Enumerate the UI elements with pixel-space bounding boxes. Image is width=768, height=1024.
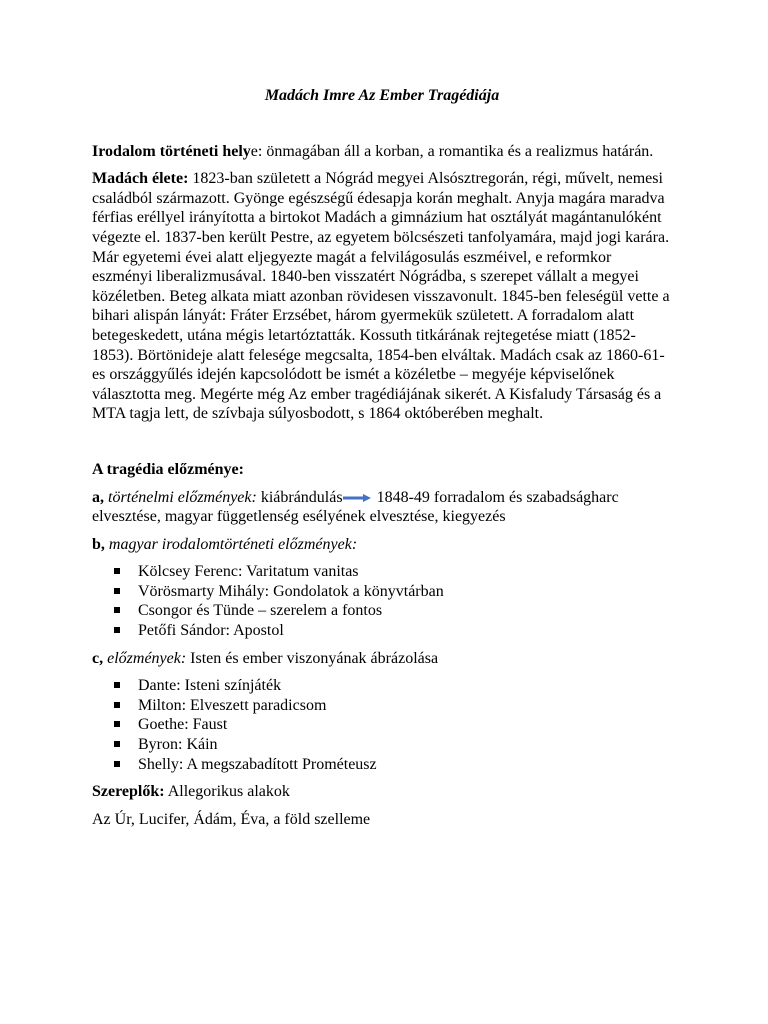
right-arrow-icon [343, 493, 371, 503]
list-item [92, 582, 672, 602]
list-b [92, 562, 672, 640]
list-c [92, 676, 672, 774]
list-item-text: Dante: Isteni színjáték [138, 677, 282, 695]
label-irodalom: Irodalom történeti hely [92, 142, 251, 160]
label-a: történelmi előzmények: [108, 488, 257, 506]
list-item [92, 621, 672, 641]
text-elete: 1823-ban született a Nógrád megyei Alsósztregorán, régi, művelt, nemesi családból származott. Gyönge egészségű édesapja korán meghalt. Anyja magára maradva férfias eréllyel irányította a birtokot Madách a gimnázium hat osztályát magántanulóként végezte el. 1837-ben került Pestre, az egyetem bölcsészeti tanfolyamára, majd jogi karára. Már egyetemi évei alatt eljegyezte magát a felvilágosulás eszméivel, e reformkor eszményi liberalizmusával. 1840-ben visszatért Nógrádba, s szerepet vállalt a megyei közéletben. Beteg alkata miatt azonban rövidesen visszavonult. 1845-ben feleségül vette a bihari alispán lányát: Fráter Erzsébet, három gyermekük született. A forradalom alatt betegeskedett, utána mégis letartóztatták. Kossuth titkárának rejtegetése miatt (1852-1853). Börtönideje alatt felesége megcsalta, 1854-ben elváltak. Madách csak az 1860-61-es országgyűlés idején kapcsolódott be ismét a közéletbe – megyéje képviselőnek választotta meg. Megérte még Az ember tragédiájának sikerét. A Kisfaludy Társaság és a MTA tagja lett, de szívbaja súlyosbodott, s 1864 októberében meghalt. [92, 170, 670, 423]
prefix-c: c, [92, 649, 104, 667]
bullet-icon [114, 627, 120, 633]
prefix-a: a, [92, 488, 104, 506]
list-item-text: Csongor és Tünde – szerelem a fontos [138, 602, 383, 620]
text-a-before: kiábrándulás [256, 488, 343, 506]
list-item-text: Byron: Káin [138, 736, 218, 754]
heading-elozmeny-text: A tragédia előzménye: [92, 460, 244, 478]
paragraph-a [92, 488, 672, 527]
paragraph-szereplok-list: Az Úr, Lucifer, Ádám, Éva, a föld szelleme [92, 810, 371, 828]
heading-elozmeny [92, 460, 672, 480]
text-irodalom: : önmagában áll a korban, a romantika és a realizmus határán. [257, 142, 654, 160]
list-item [92, 755, 672, 775]
list-item [92, 562, 672, 582]
list-item-text: Kölcsey Ferenc: Varitatum vanitas [138, 563, 359, 581]
label-irodalom-rest: e [250, 142, 258, 160]
text-szereplok: Allegorikus alakok [164, 783, 290, 801]
bullet-icon [114, 588, 120, 594]
text-a-after: 1848-49 forradalom és szabadságharc elvesztése, magyar függetlenség esélyének elvesztése, kiegyezés [92, 488, 619, 526]
bullet-icon [114, 761, 120, 767]
paragraph-szereplok [92, 782, 672, 802]
prefix-b: b, [92, 535, 105, 553]
bullet-icon [114, 741, 120, 747]
text-c: Isten és ember viszonyának ábrázolása [186, 649, 439, 667]
list-item-text: Vörösmarty Mihály: Gondolatok a könyvtárban [138, 582, 444, 600]
label-c: előzmények: [107, 649, 187, 667]
bullet-icon [114, 721, 120, 727]
document-title: Madách Imre Az Ember Tragédiája [264, 87, 500, 104]
list-item-text: Shelly: A megszabadított Prométeusz [138, 755, 377, 773]
list-item [92, 696, 672, 716]
label-b: magyar irodalomtörténeti előzmények: [108, 535, 358, 553]
label-elete: Madách élete: [92, 170, 189, 188]
list-item [92, 715, 672, 735]
bullet-icon [114, 568, 120, 574]
list-item-text: Goethe: Faust [138, 716, 228, 734]
bullet-icon [114, 682, 120, 688]
paragraph-elete [92, 169, 672, 424]
document-body [92, 86, 672, 837]
paragraph-c [92, 649, 672, 669]
list-item [92, 735, 672, 755]
list-item-text: Milton: Elveszett paradicsom [138, 696, 327, 714]
list-item [92, 601, 672, 621]
paragraph-irodalom [92, 142, 672, 162]
list-item [92, 676, 672, 696]
label-szereplok: Szereplők: [92, 783, 165, 801]
bullet-icon [114, 702, 120, 708]
list-item-text: Petőfi Sándor: Apostol [138, 622, 284, 640]
bullet-icon [114, 607, 120, 613]
paragraph-b [92, 535, 672, 555]
